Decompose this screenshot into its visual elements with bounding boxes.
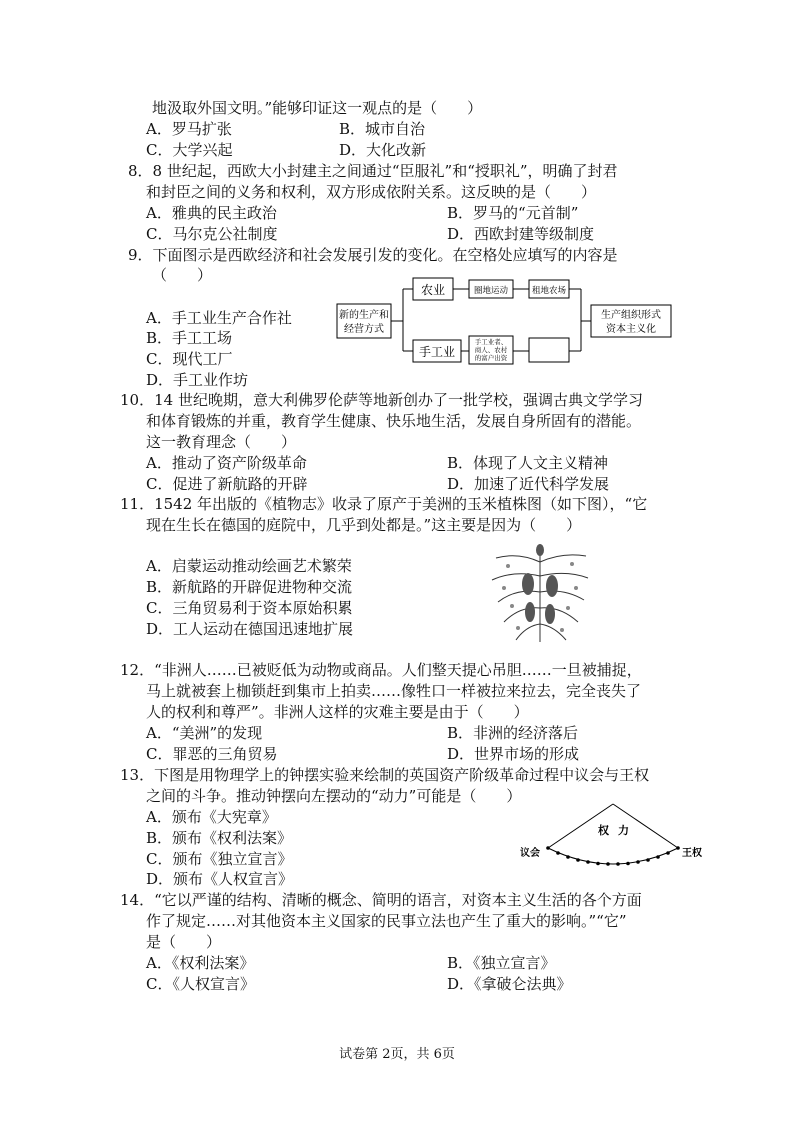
- q10-option-b[interactable]: B．体现了人文主义精神: [447, 454, 609, 472]
- pendulum-label-parliament: 议会: [520, 848, 540, 859]
- q10-option-c[interactable]: C．促进了新航路的开辟: [146, 475, 308, 493]
- q12-option-c[interactable]: C．罪恶的三角贸易: [146, 745, 278, 763]
- q8-stem-line1: 8．8 世纪起，西欧大小封建主之间通过“臣服礼”和“授职礼”，明确了封君: [128, 162, 618, 180]
- q13-stem-line1: 13．下图是用物理学上的钟摆实验来绘制的英国资产阶级革命过程中议会与王权: [120, 766, 650, 784]
- diagram-blank-box: [529, 338, 569, 362]
- diagram-left-line2: 经营方式: [344, 324, 384, 335]
- q7-option-c[interactable]: C．大学兴起: [146, 141, 233, 159]
- q8-stem-line2: 和封臣之间的义务和权利，双方形成依附关系。这反映的是（ ）: [146, 183, 597, 201]
- diagram-left-line1: 新的生产和: [339, 310, 389, 321]
- q12-stem-line2: 马上就被套上枷锁赶到集市上拍卖……像牲口一样被拉来拉去，完全丧失了: [146, 682, 642, 700]
- diagram-merchant-line2: 商人、农村: [474, 347, 508, 354]
- q10-option-a[interactable]: A．推动了资产阶级革命: [146, 454, 307, 472]
- q11-option-a[interactable]: A．启蒙运动推动绘画艺术繁荣: [146, 557, 352, 575]
- q11-stem-line2: 现在生长在德国的庭院中，几乎到处都是。”这主要是因为（ ）: [146, 516, 582, 534]
- diagram-enclosure-label: 圈地运动: [473, 285, 509, 295]
- q8-option-d[interactable]: D．西欧封建等级制度: [447, 225, 595, 243]
- diagram-craft-label: 手工业: [418, 345, 456, 359]
- pendulum-label-power-2: 力: [618, 825, 629, 837]
- q7-option-a[interactable]: A．罗马扩张: [146, 120, 232, 138]
- corn-plant-illustration: [488, 542, 592, 646]
- pendulum-label-crown: 王权: [682, 848, 702, 859]
- q9-option-d[interactable]: D．手工业作坊: [146, 371, 249, 389]
- q11-stem-line1: 11．1542 年出版的《植物志》收录了原产于美洲的玉米植株图（如下图），“它: [120, 495, 648, 513]
- q12-option-a[interactable]: A．“美洲”的发现: [146, 724, 263, 742]
- diagram-farm-label: 租地农场: [531, 285, 567, 295]
- q13-option-a[interactable]: A．颁布《大宪章》: [146, 808, 277, 826]
- q10-stem-line3: 这一教育理念（ ）: [146, 433, 297, 451]
- q11-option-b[interactable]: B．新航路的开辟促进物种交流: [146, 578, 353, 596]
- q14-option-d[interactable]: D．《拿破仑法典》: [447, 975, 572, 993]
- q11-option-c[interactable]: C．三角贸易利于资本原始积累: [146, 599, 353, 617]
- q12-stem-line3: 人的权利和尊严”。非洲人这样的灾难主要是由于（ ）: [146, 703, 529, 721]
- pendulum-diagram: [518, 800, 708, 870]
- q7-option-b[interactable]: B．城市自治: [339, 120, 426, 138]
- q9-option-a[interactable]: A．手工业生产合作社: [146, 309, 292, 327]
- q14-option-b[interactable]: B．《独立宣言》: [447, 954, 556, 972]
- q9-stem-line2: （ ）: [152, 266, 213, 284]
- q7-option-d[interactable]: D．大化改新: [339, 141, 427, 159]
- q8-option-a[interactable]: A．雅典的民主政治: [146, 204, 277, 222]
- q8-option-c[interactable]: C．马尔克公社制度: [146, 225, 278, 243]
- q9-option-b[interactable]: B．手工工场: [146, 329, 233, 347]
- q14-option-a[interactable]: A．《权利法案》: [146, 954, 255, 972]
- q14-stem-line1: 14．“它以严谨的结构、清晰的概念、简明的语言，对资本主义生活的各个方面: [120, 891, 642, 909]
- q14-stem-line2: 作了规定……对其他资本主义国家的民事立法也产生了重大的影响。”“它”: [146, 912, 627, 930]
- page-footer: 试卷第 2页，共 6页: [339, 1047, 455, 1062]
- q13-option-d[interactable]: D．颁布《人权宣言》: [146, 870, 294, 888]
- q8-option-b[interactable]: B．罗马的“元首制”: [447, 204, 579, 222]
- q9-flow-diagram: [335, 272, 675, 368]
- q14-stem-line3: 是（ ）: [146, 933, 222, 951]
- q13-stem-line2: 之间的斗争。推动钟摆向左摆动的“动力”可能是（ ）: [146, 787, 522, 805]
- q10-stem-line2: 和体育锻炼的并重，教育学生健康、快乐地生活，发展自身所固有的潜能。: [146, 412, 642, 430]
- q12-option-b[interactable]: B．非洲的经济落后: [447, 724, 579, 742]
- q10-option-d[interactable]: D．加速了近代科学发展: [447, 475, 610, 493]
- q13-option-b[interactable]: B．颁布《权利法案》: [146, 829, 293, 847]
- q9-stem-line1: 9．下面图示是西欧经济和社会发展引发的变化。在空格处应填写的内容是: [128, 246, 618, 264]
- q14-option-c[interactable]: C．《人权宣言》: [146, 975, 255, 993]
- q10-stem-line1: 10．14 世纪晚期，意大利佛罗伦萨等地新创办了一批学校，强调古典文学学习: [120, 391, 643, 409]
- diagram-right-line1: 生产组织形式: [601, 310, 661, 321]
- diagram-agriculture-label: 农业: [420, 283, 446, 297]
- diagram-right-line2: 资本主义化: [606, 324, 656, 335]
- q13-option-c[interactable]: C．颁布《独立宣言》: [146, 850, 293, 868]
- diagram-merchant-line1: 手工业者、: [474, 339, 508, 346]
- q9-option-c[interactable]: C．现代工厂: [146, 350, 233, 368]
- q12-stem-line1: 12．“非洲人……已被贬低为动物或商品。人们整天提心吊胆……一旦被捕捉，: [120, 661, 642, 679]
- pendulum-label-power-1: 权: [598, 825, 609, 837]
- q11-option-d[interactable]: D．工人运动在德国迅速地扩展: [146, 620, 354, 638]
- q7-stem: 地汲取外国文明。”能够印证这一观点的是（ ）: [152, 99, 483, 117]
- diagram-merchant-line3: 的富户出资: [474, 355, 508, 362]
- q12-option-d[interactable]: D．世界市场的形成: [447, 745, 580, 763]
